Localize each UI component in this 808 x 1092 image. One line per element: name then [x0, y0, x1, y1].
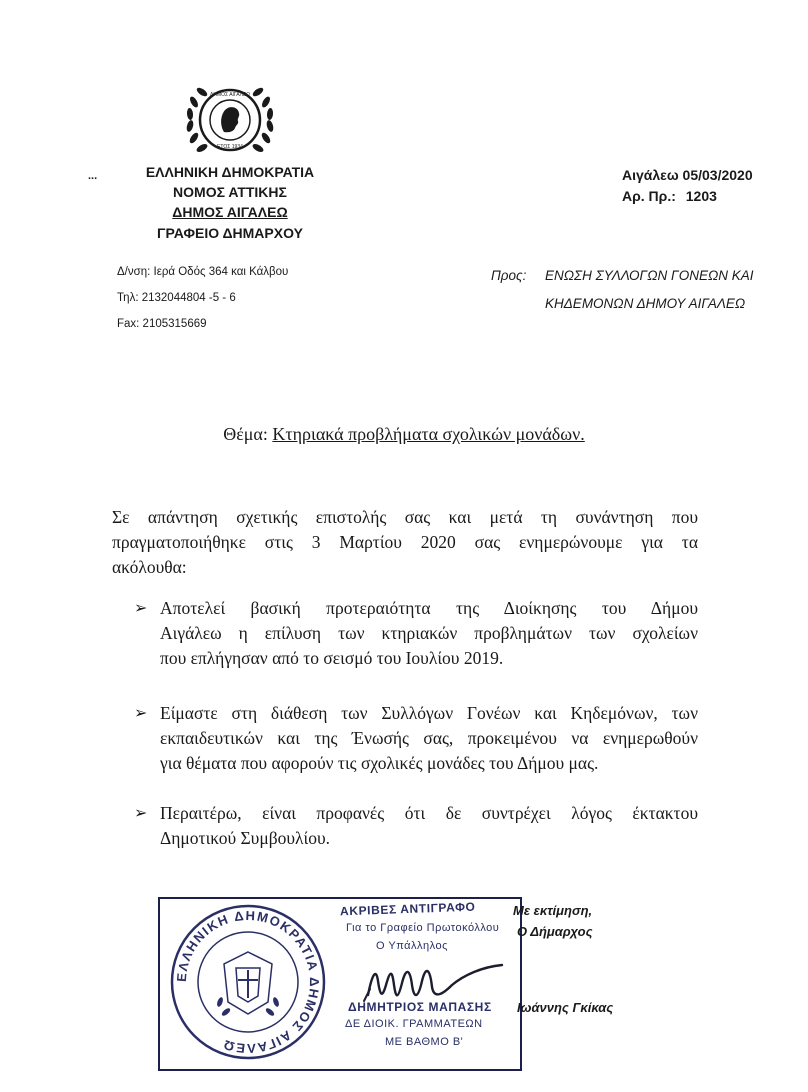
protocol — [622, 188, 717, 204]
intro-paragraph — [112, 505, 698, 580]
municipality-logo — [180, 80, 280, 162]
header-office: ΓΡΑΦΕΙΟ ΔΗΜΑΡΧΟΥ — [157, 225, 303, 241]
stamp-officer-grade: ΜΕ ΒΑΘΜΟ Β' — [385, 1036, 464, 1048]
header-republic: ΕΛΛΗΝΙΚΗ ΔΗΜΟΚΡΑΤΙΑ — [145, 164, 315, 180]
logo-bottom-text: ΕΤΟΣ 1934 — [217, 144, 243, 150]
header-prefecture: ΝΟΜΟΣ ΑΤΤΙΚΗΣ — [173, 184, 287, 200]
bullet-item — [160, 801, 698, 851]
bullet-line: Αιγάλεω η επίλυση των κτηριακών προβλημάτων των σχολείων — [160, 623, 698, 643]
signature — [360, 955, 510, 1010]
bullet-line: εκπαιδευτικών και της Ένωσής σας, προκειμένου να ενημερωθούν — [160, 728, 698, 748]
bullet-line: Δημοτικού Συμβουλίου. — [160, 828, 331, 848]
protocol-label: Αρ. Πρ.: — [622, 188, 676, 204]
bullet-line: που επλήγησαν από το σεισμό του Ιουλίου 2019. — [160, 648, 504, 668]
bullet-line: Περαιτέρω, είναι προφανές ότι δε συντρέχει λόγος έκτακτου — [160, 803, 698, 823]
bullet-arrow-icon: ➢ — [134, 598, 148, 617]
laurel-seal-icon — [180, 80, 280, 162]
subject — [0, 424, 808, 445]
closing-name: Ιωάννης Γκίκας — [517, 1000, 614, 1015]
signature-scribble-icon — [360, 955, 510, 1010]
recipient-label: Προς: — [491, 268, 527, 283]
stamp-officer-name: ΔΗΜΗΤΡΙΟΣ ΜΑΠΑΣΗΣ — [348, 1000, 492, 1014]
closing-regards: Με εκτίμηση, — [513, 903, 593, 918]
contact-fax: Fax: 2105315669 — [117, 318, 207, 330]
contact-address: Δ/νση: Ιερά Οδός 364 και Κάλβου — [117, 266, 289, 278]
bullet-arrow-icon: ➢ — [134, 703, 148, 722]
bullet-line: για θέματα που αφορούν τις σχολικές μονάδες του Δήμου μας. — [160, 753, 599, 773]
subject-text: Κτηριακά προβλήματα σχολικών μονάδων. — [272, 424, 585, 444]
intro-line: Σε απάντηση σχετικής επιστολής σας και μετά τη συνάντηση που — [112, 507, 698, 527]
place-date: Αιγάλεω 05/03/2020 — [622, 167, 753, 183]
recipient-line-2: ΚΗΔΕΜΟΝΩΝ ΔΗΜΟΥ ΑΙΓΑΛΕΩ — [545, 296, 746, 311]
seal-text: ΕΛΛΗΝΙΚΗ ΔΗΜΟΚΡΑΤΙΑ ΔΗΜΟΣ ΑΙΓΑΛΕΩ — [173, 907, 323, 1057]
stamp-copy-line: ΑΚΡΙΒΕΣ ΑΝΤΙΓΡΑΦΟ — [339, 899, 476, 919]
stamp-office-line: Για το Γραφείο Πρωτοκόλλου — [346, 922, 500, 934]
recipient-line-1: ΕΝΩΣΗ ΣΥΛΛΟΓΩΝ ΓΟΝΕΩΝ ΚΑΙ — [545, 268, 754, 283]
subject-label: Θέμα: — [223, 424, 268, 444]
logo-top-text: ΔΗΜΟΣ ΑΙΓΑΛΕΩ — [210, 92, 250, 98]
intro-line: ακόλουθα: — [112, 557, 187, 577]
round-seal — [168, 902, 328, 1062]
dash-mark: ... — [88, 170, 98, 182]
stamp-employee-line: Ο Υπάλληλος — [376, 940, 448, 952]
bullet-item — [160, 701, 698, 776]
closing-role: Ο Δήμαρχος — [517, 924, 593, 939]
bullet-line: Είμαστε στη διάθεση των Συλλόγων Γονέων και Κηδεμόνων, των — [160, 703, 698, 723]
bullet-line: Αποτελεί βασική προτεραιότητα της Διοίκησης του Δήμου — [160, 598, 698, 618]
stamp-officer-role: ΔΕ ΔΙΟΙΚ. ΓΡΑΜΜΑΤΕΩΝ — [345, 1018, 483, 1030]
seal-icon — [168, 902, 328, 1062]
contact-phone: Τηλ: 2132044804 -5 - 6 — [117, 292, 236, 304]
bullet-arrow-icon: ➢ — [134, 803, 148, 822]
header-municipality: ΔΗΜΟΣ ΑΙΓΑΛΕΩ — [172, 204, 288, 220]
bullet-item — [160, 596, 698, 671]
protocol-number: 1203 — [685, 188, 717, 204]
intro-line: πραγματοποιήθηκε στις 3 Μαρτίου 2020 σας ενημερώνουμε για τα — [112, 532, 698, 552]
